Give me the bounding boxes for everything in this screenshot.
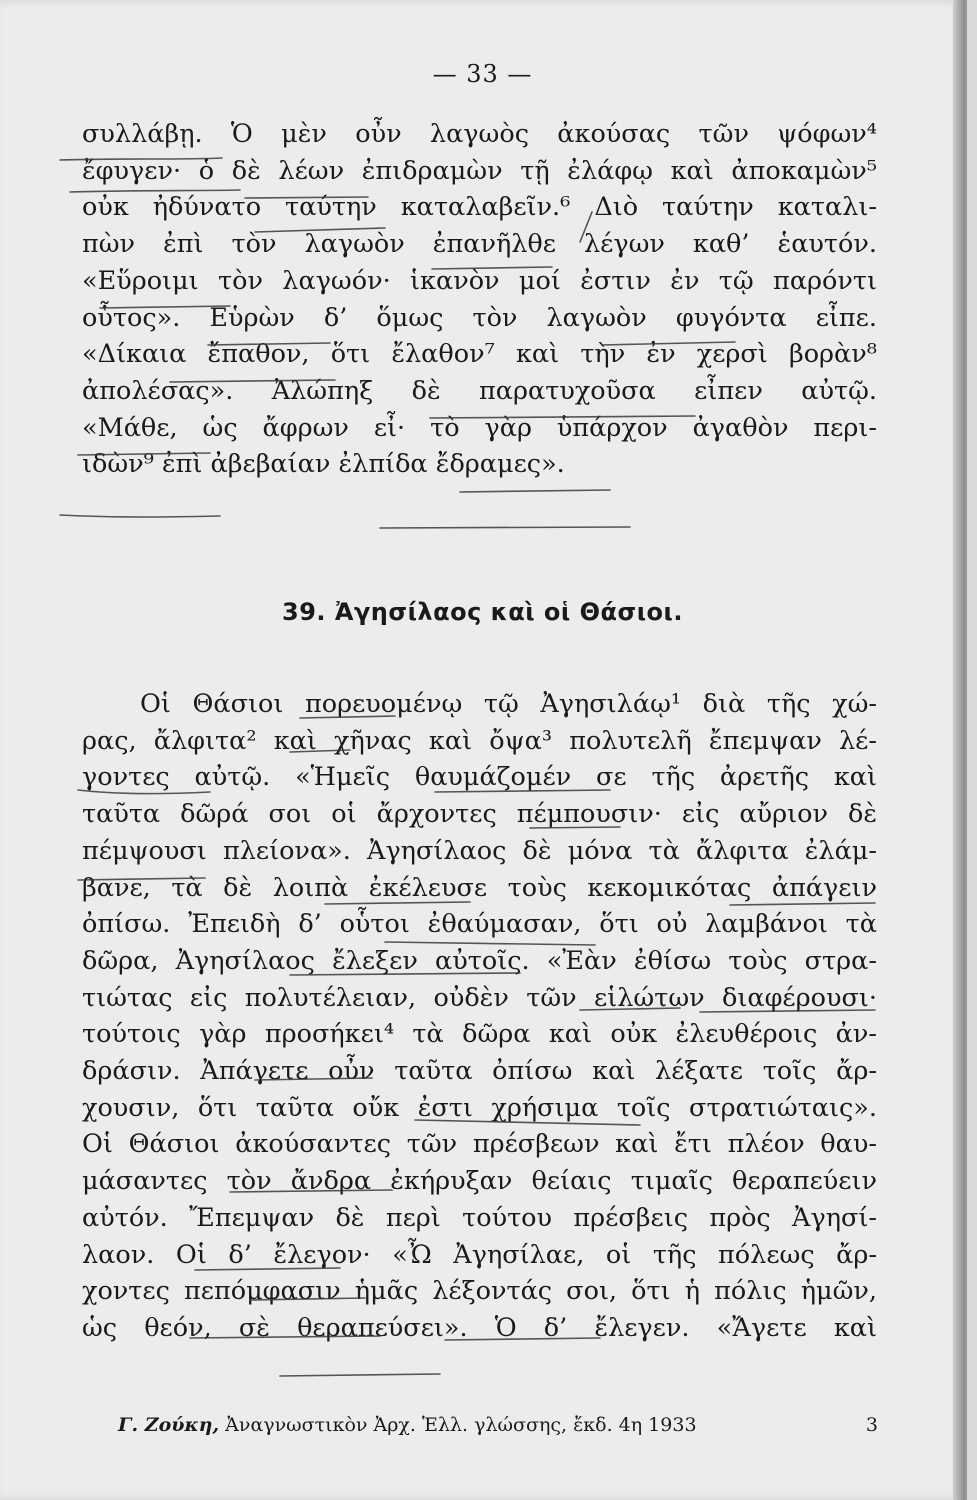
text-line: ιδὼν⁹ ἐπὶ ἀβεβαίαν ἐλπίδα ἔδραμες».: [82, 449, 565, 480]
footer-signature-mark: 3: [865, 1414, 878, 1436]
pencil-underline: [280, 1374, 440, 1376]
text-line: λαον. Οἱ δ’ ἔλεγον· «Ὦ Ἀγησίλαε, οἱ τῆς πόλεως ἄρ-: [82, 1239, 877, 1270]
text-line: ἀπολέσας». Ἀλώπηξ δὲ παρατυχοῦσα εἶπεν αὐτῷ.: [82, 375, 877, 406]
text-line: χουσιν, ὅτι ταῦτα οὔκ ἐστι χρήσιμα τοῖς στρατιώταις».: [82, 1092, 877, 1123]
text-line: ὡς θεόν, σὲ θεραπεύσει». Ὁ δ’ ἔλεγεν. «Ἄγετε καὶ: [82, 1312, 877, 1343]
text-line: πέμψουσι πλείονα». Ἀγησίλαος δὲ μόνα τὰ ἄλφιτα ἐλάμ-: [82, 835, 877, 866]
text-line: αὐτόν. Ἔπεμψαν δὲ περὶ τούτου πρέσβεις πρὸς Ἀγησί-: [82, 1202, 877, 1233]
fable-title: 39. Ἀγησίλαος καὶ οἱ Θάσιοι.: [282, 598, 683, 626]
text-line: Οἱ Θάσιοι ἀκούσαντες τῶν πρέσβεων καὶ ἔτι πλέον θαυ-: [82, 1129, 877, 1160]
text-line: βανε, τὰ δὲ λοιπὰ ἐκέλευσε τοὺς κεκομικότας ἀπάγειν: [82, 872, 877, 903]
text-line: συλλάβῃ. Ὁ μὲν οὖν λαγωὸς ἀκούσας τῶν ψόφων⁴: [82, 119, 877, 149]
text-line: «Δίκαια ἔπαθον, ὅτι ἔλαθον⁷ καὶ τὴν ἐν χερσὶ βορὰν⁸: [82, 339, 877, 370]
text-line: «Εὕροιμι τὸν λαγωόν· ἱκανὸν μοί ἐστιν ἐν τῷ παρόντι: [82, 265, 877, 296]
page-edge-shadow: [953, 0, 965, 1500]
page-number: — 33 —: [432, 60, 533, 88]
text-line: οὗτος». Εὑρὼν δ’ ὅμως τὸν λαγωὸν φυγόντα εἶπε.: [82, 302, 877, 333]
text-line: δῶρα, Ἀγησίλαος ἔλεξεν αὐτοῖς. «Ἐὰν ἐθίσω τοὺς στρα-: [82, 945, 877, 976]
pencil-underline: [60, 515, 220, 517]
text-line: ταῦτα δῶρά σοι οἱ ἄρχοντες πέμπουσιν· εἰς αὔριον δὲ: [82, 799, 877, 830]
pencil-underline: [380, 527, 630, 528]
text-line: πὼν ἐπὶ τὸν λαγωὸν ἐπανῆλθε λέγων καθ’ ἑαυτόν.: [82, 229, 877, 260]
pencil-underline: [460, 490, 610, 492]
text-line: δράσιν. Ἀπάγετε οὖν ταῦτα ὀπίσω καὶ λέξατε τοῖς ἄρ-: [82, 1056, 877, 1087]
text-line: οὐκ ἠδύνατο ταύτην καταλαβεῖν.⁶ Διὸ ταύτην καταλι-: [82, 192, 877, 223]
text-line: ὀπίσω. Ἐπειδὴ δ’ οὗτοι ἐθαύμασαν, ὅτι οὐ λαμβάνοι τὰ: [82, 909, 877, 940]
footer-citation: [118, 1414, 697, 1436]
page-footer: [118, 1414, 878, 1436]
footer-author: Γ. Ζούκη,: [118, 1414, 220, 1436]
text-line: γοντες αὐτῷ. «Ἡμεῖς θαυμάζομέν σε τῆς ἀρετῆς καὶ: [82, 762, 877, 793]
fable-38-ending-paragraph: [82, 116, 877, 483]
text-line: μάσαντες τὸν ἄνδρα ἐκήρυξαν θείαις τιμαῖς θεραπεύειν: [82, 1166, 877, 1197]
text-line: «Μάθε, ὡς ἄφρων εἶ· τὸ γὰρ ὑπάρχον ἀγαθὸν περι-: [82, 412, 877, 443]
text-line: τιώτας εἰς πολυτέλειαν, οὐδὲν τῶν εἱλώτων διαφέρουσι·: [82, 982, 877, 1013]
fable-39-paragraph: [82, 686, 877, 1347]
text-line: Οἱ Θάσιοι πορευομένῳ τῷ Ἀγησιλάῳ¹ διὰ τῆς χώ-: [140, 689, 877, 719]
text-line: τούτοις γὰρ προσήκει⁴ τὰ δῶρα καὶ οὐκ ἐλευθέροις ἀν-: [82, 1019, 877, 1050]
text-line: ρας, ἄλφιτα² καὶ χῆνας καὶ ὄψα³ πολυτελῆ ἔπεμψαν λέ-: [82, 725, 877, 756]
text-line: ἔφυγεν· ὁ δὲ λέων ἐπιδραμὼν τῇ ἐλάφῳ καὶ ἀποκαμὼν⁵: [82, 155, 877, 186]
footer-book-title: Ἀναγνωστικὸν Ἀρχ. Ἑλλ. γλώσσης, ἔκδ. 4η 1933: [225, 1414, 697, 1436]
text-line: χοντες πεπόμφασιν ἡμᾶς λέξοντάς σοι, ὅτι ἡ πόλις ἡμῶν,: [82, 1276, 877, 1307]
